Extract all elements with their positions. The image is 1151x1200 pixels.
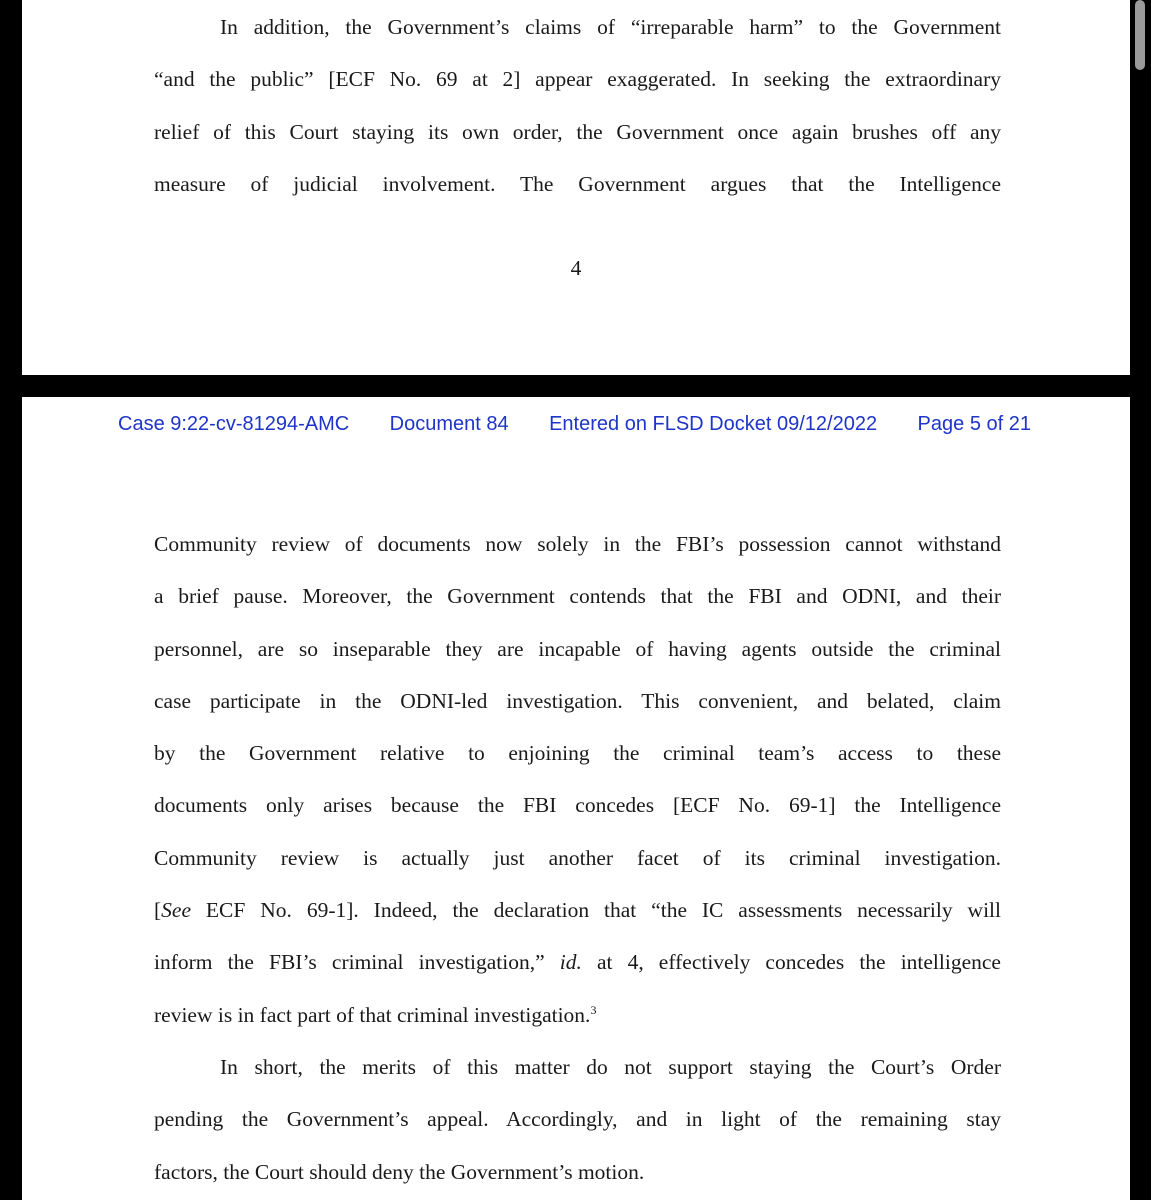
text-line: personnel, are so inseparable they are incapable of having agents outside the criminal (154, 636, 1001, 661)
text-line: pending the Government’s appeal. Accordingly, and in light of the remaining stay (154, 1107, 1001, 1132)
docket-header (118, 413, 1031, 436)
text-line: by the Government relative to enjoining the criminal team’s access to these (154, 741, 1001, 766)
paragraph-body (154, 518, 1001, 1198)
pdf-page-4 (22, 0, 1130, 375)
header-page-count: Page 5 of 21 (917, 413, 1031, 435)
header-entered-date: Entered on FLSD Docket 09/12/2022 (549, 413, 878, 435)
text-line: measure of judicial involvement. The Government argues that the Intelligence (154, 171, 1001, 196)
text-fragment: inform the FBI’s criminal investigation,” (154, 950, 560, 975)
text-line: relief of this Court staying its own order, the Government once again brushes off any (154, 119, 1001, 144)
text-fragment: review is in fact part of that criminal investigation. (154, 1002, 591, 1027)
citation-id: id. (559, 950, 582, 975)
text-line: Community review is actually just another facet of its criminal investigation. (154, 845, 1001, 870)
text-line: a brief pause. Moreover, the Government contends that the FBI and ODNI, and their (154, 584, 1001, 609)
text-line (154, 989, 1001, 1041)
scrollbar[interactable] (1130, 0, 1151, 1200)
text-fragment: ECF No. 69-1]. Indeed, the declaration that “the IC assessments necessarily will (191, 898, 1001, 923)
text-line: In short, the merits of this matter do not support staying the Court’s Order (220, 1054, 1001, 1079)
text-line: In addition, the Government’s claims of “irreparable harm” to the Government (220, 15, 1001, 39)
paragraph-continuation-top (154, 1, 1001, 210)
text-line: Community review of documents now solely in the FBI’s possession cannot withstand (154, 532, 1001, 556)
text-line: documents only arises because the FBI concedes [ECF No. 69-1] the Intelligence (154, 793, 1001, 818)
citation-signal-see: See (161, 898, 192, 923)
text-line (154, 884, 1001, 936)
header-document-number: Document 84 (389, 413, 509, 435)
text-fragment: at 4, effectively concedes the intelligence (581, 950, 1001, 975)
page-number: 4 (570, 256, 582, 280)
text-line: “and the public” [ECF No. 69 at 2] appear exaggerated. In seeking the extraordinary (154, 67, 1001, 92)
text-line (154, 936, 1001, 988)
text-line: factors, the Court should deny the Government’s motion. (154, 1159, 645, 1184)
scroll-thumb[interactable] (1135, 0, 1145, 70)
text-line: case participate in the ODNI-led investigation. This convenient, and belated, claim (154, 688, 1001, 713)
footnote-marker[interactable]: 3 (590, 1002, 597, 1017)
bracket-open: [ (154, 898, 162, 923)
header-case-number: Case 9:22-cv-81294-AMC (118, 413, 350, 435)
pdf-page-5 (22, 397, 1130, 1200)
